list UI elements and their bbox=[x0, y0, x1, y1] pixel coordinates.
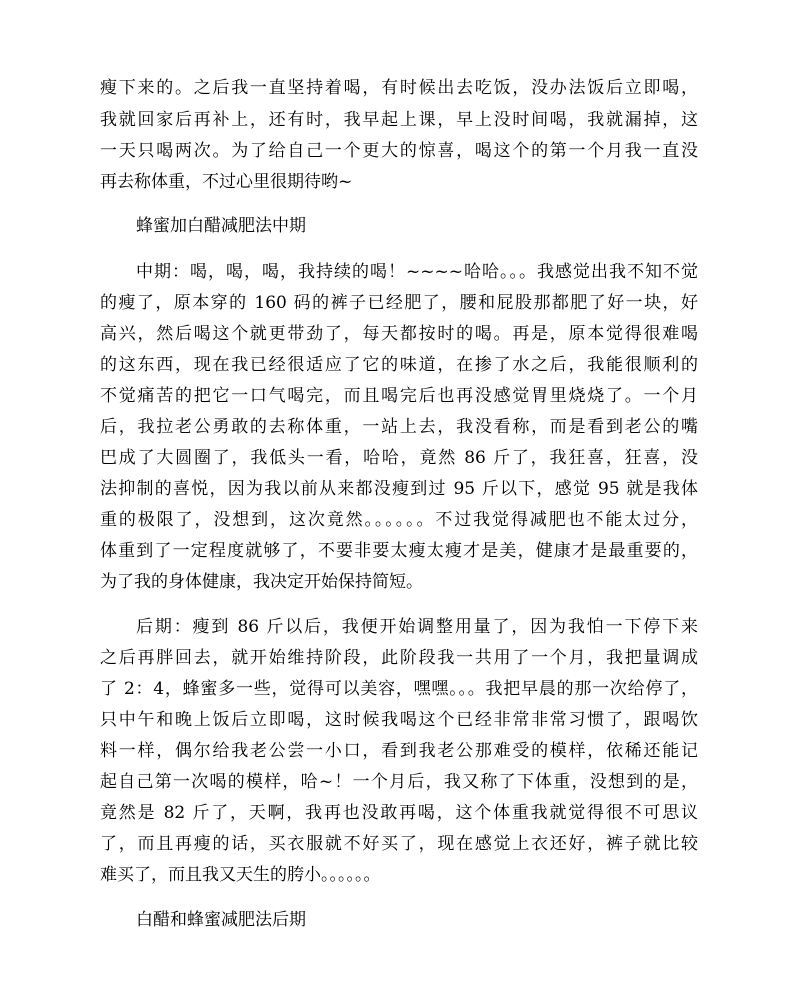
paragraph-line: 后期：瘦到 86 斤以后，我便开始调整用量了，因为我怕一下停下来 bbox=[136, 617, 698, 637]
paragraph-line: 料一样，偶尔给我老公尝一小口，看到我老公那难受的模样，依稀还能记 bbox=[100, 741, 698, 761]
paragraph-line: 的瘦了，原本穿的 160 码的裤子已经肥了，腰和屁股那都肥了好一块，好 bbox=[100, 293, 698, 313]
paragraph-line: 之后再胖回去，就开始维持阶段，此阶段我一共用了一个月，我把量调成 bbox=[100, 648, 698, 668]
paragraph-line: 中期：喝，喝，喝，我持续的喝！~~~~哈哈。。。我感觉出我不知不觉 bbox=[136, 262, 698, 282]
paragraph-line: 体重到了一定程度就够了，不要非要太瘦太瘦才是美，健康才是最重要的， bbox=[100, 541, 698, 561]
paragraph-line: 巴成了大圆圈了，我低头一看，哈哈，竟然 86 斤了，我狂喜，狂喜，没 bbox=[100, 448, 698, 468]
paragraph-line: 不觉痛苦的把它一口气喝完，而且喝完后也再没感觉胃里烧烧了。一个月 bbox=[100, 386, 698, 406]
paragraph-line: 起自己第一次喝的模样，哈~！一个月后，我又称了下体重，没想到的是， bbox=[100, 772, 698, 792]
paragraph-line: 的这东西，现在我已经很适应了它的味道，在掺了水之后，我能很顺利的 bbox=[100, 355, 698, 375]
paragraph-line: 法抑制的喜悦，因为我以前从来都没瘦到过 95 斤以下，感觉 95 就是我体 bbox=[100, 479, 698, 499]
paragraph-line: 瘦下来的。之后我一直坚持着喝，有时候出去吃饭，没办法饭后立即喝， bbox=[100, 78, 698, 98]
section-heading-mid: 蜂蜜加白醋减肥法中期 bbox=[136, 216, 306, 236]
paragraph-line: 只中午和晚上饭后立即喝，这时候我喝这个已经非常非常习惯了，跟喝饮 bbox=[100, 710, 698, 730]
paragraph-line: 竟然是 82 斤了，天啊，我再也没敢再喝，这个体重我就觉得很不可思议 bbox=[100, 803, 698, 823]
paragraph-line: 难买了，而且我又天生的胯小。。。。。。 bbox=[100, 865, 381, 885]
paragraph-line: 高兴，然后喝这个就更带劲了，每天都按时的喝。再是，原本觉得很难喝 bbox=[100, 324, 698, 344]
paragraph-line: 了 2：4，蜂蜜多一些，觉得可以美容，嘿嘿。。。我把早晨的那一次给停了， bbox=[100, 679, 698, 699]
paragraph-line: 一天只喝两次。为了给自己一个更大的惊喜，喝这个的第一个月我一直没 bbox=[100, 141, 698, 161]
paragraph-line: 为了我的身体健康，我决定开始保持简短。 bbox=[100, 572, 423, 592]
paragraph-line: 后，我拉老公勇敢的去称体重，一站上去，我没看称，而是看到老公的嘴 bbox=[100, 417, 698, 437]
section-heading-late: 白醋和蜂蜜减肥法后期 bbox=[136, 910, 306, 930]
paragraph-line: 了，而且再瘦的话，买衣服就不好买了，现在感觉上衣还好，裤子就比较 bbox=[100, 834, 698, 854]
paragraph-line: 重的极限了，没想到，这次竟然。。。。。。不过我觉得减肥也不能太过分， bbox=[100, 510, 698, 530]
paragraph-line: 再去称体重，不过心里很期待哟~ bbox=[100, 172, 353, 192]
paragraph-line: 我就回家后再补上，还有时，我早起上课，早上没时间喝，我就漏掉，这 bbox=[100, 110, 698, 130]
